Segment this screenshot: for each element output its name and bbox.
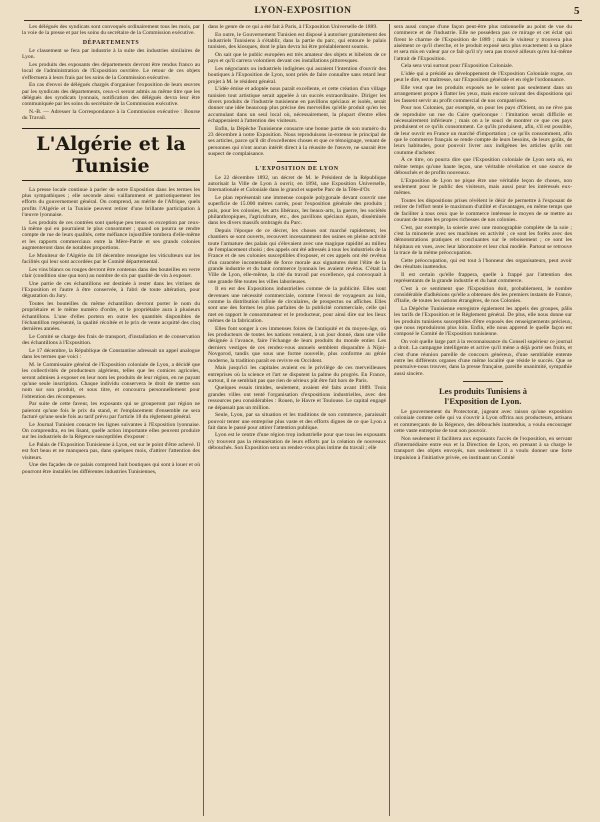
paragraph: En cas d'envoi de délégués chargés d'organiser l'exposition de leurs œuvres par les syndicats des départements, ceux-ci seront admis au même titre que les délégués des syndicats lyonnais, notification des délégués devra leur être communiquée par les soins du secrétaire de la Commission exécutive. <box>22 82 200 108</box>
paragraph: Le Moniteur de l'Algérie du 18 décembre renseigne les viticulteurs sur les facilités qui leur sont accordées par le Comité départemental. <box>22 252 200 266</box>
page-number: 5 <box>574 5 580 17</box>
paragraph: Quelques essais timides, seulement, avaient été faits avant 1889. Trois grandes villes ont tenté l'organisation d'expositions industrielles, avec des ressources peu considérables : Rouen, le Havre et Toulouse. Le capital engagé ne dépassait pas un million. <box>208 385 386 411</box>
article-algerie-tunisie <box>22 187 200 475</box>
section-heading-exposition: L'EXPOSITION DE LYON <box>255 166 339 173</box>
article-title: L'Algérie et la Tunisie <box>36 132 186 177</box>
paragraph: Le Palais de l'Exposition Tunisienne à Lyon, est sur le point d'être achevé. Il est fort beau et ne manquera pas, dans quelques mois, d'attirer l'attention des visiteurs. <box>22 442 200 461</box>
column-divider <box>203 24 204 816</box>
paragraph: dans le genre de ce qui a été fait à Paris, à l'Exposition Universelle de 1889. <box>208 24 378 30</box>
paragraph: Le plan représentait une immense coupole polygonale devant couvrir une superficie de 15.000 mètres carrés, pour l'exposition générale des produits ; puis, pour les colonies, les arts libéraux, les beaux-arts, la guerre, les sociétés philanthropiques, l'agriculture, etc., des pavillons spéciaux épars, disséminés dans les divers massifs ombragés du Parc. <box>208 195 386 227</box>
column-1 <box>22 24 200 816</box>
paragraph: Toutes les bouteilles du même échantillon devront porter le nom du propriétaire et le même numéro d'ordre, et le propriétaire aura à plusieurs échantillons. L'une d'elles portera en outre les quantités disponibles de l'échantillon représenté, la qualité récoltée et le prix de vente acquitté des cinq dernières années. <box>22 301 200 333</box>
paragraph: Il en est des Expositions industrielles comme de la publicité. Elles sont devenues une nécessité commerciale, comme l'envoi de voyageurs au loin, comme la distribution infinie de circulaires, de prospectus ou affiches. Elles sont une des formes les plus parfaites de la publicité commerciale, celle qui met en rapport le consommateur et le producteur, pour ainsi dire sur les lieux mêmes de la fabrication. <box>208 286 386 325</box>
paragraph: Les produits de ces contrées sont quelque peu tenus en exception par ceux-là même qui en pourraient le plus consommer ; quand on pourra se rendre compte de rue de leurs qualités, cette méfiance injustifiée tombera d'elle-même et les rapports commerciaux entre la Mère-Patrie et ses grands colonies augmenteront dans de notables proportions. <box>22 219 200 252</box>
column-divider <box>389 24 390 816</box>
paragraph: Toutes les dispositions prises révèlent le désir de permettre à l'exposant de retirer de l'effort tenté le maximum d'utilité et d'avantages, en même temps que de faciliter à tous ceux que le commerce intéresse le moyen de se mettre au courant de toutes les propres richesses de nos colonies. <box>394 198 572 224</box>
paragraph: Lyon est le centre d'une région trop industrielle pour que tous les exposants n'y trouvent pas la rémunération de leurs efforts par la création de nouveaux débouchés. Son Exposition sera un rendez-vous plus intime du travail ; elle <box>208 432 386 452</box>
paragraph: Le Journal Tunisien consacre les lignes suivantes à l'Exposition lyonnaise. On comprendra, en les lisant, quelle action importante elles peuvent produire sur les industriels de la Régence susceptibles d'exposer : <box>22 421 200 441</box>
paragraph: Le gouvernement du Protectorat, jugeant avec raison qu'une exposition coloniale comme celle qui va s'ouvrir à Lyon offrira aux producteurs, artisans et commerçants de la Régence, des débouchés inattendus, a voulu encourager cette vaste entreprise de tout son pouvoir. <box>394 409 572 435</box>
paragraph: Les vins blancs ou rouges devront être contenus dans des bouteilles en verre clair (condition sine qua non) au nombre de six par qualité de vin à exposer. <box>22 266 200 280</box>
paragraph: Il est certain qu'elle frappera, quelle à frappé par l'attention des représentants de la grande industrie et du haut commerce. <box>394 271 572 285</box>
running-header <box>26 6 580 20</box>
section-heading-departements: DÉPARTEMENTS <box>82 39 140 46</box>
paragraph: Le Comité se charge des frais de transport, d'installation et de conservation des échantillons à l'Exposition. <box>22 334 200 347</box>
paragraph: Une partie de ces échantillons est destinée à rester dans les vitrines de l'Exposition et l'autre à être conservée, à l'abri de toute altération, pour dégustation du Jury. <box>22 280 200 300</box>
article-continued <box>208 24 386 157</box>
paragraph: La presse locale continue à parler de notre Exposition dans les termes les plus sympathiques ; elle seconde ainsi vaillamment et patriotiquement les efforts du gouvernement général. On comprend, au mérite de l'Afrique, quels profits l'Algérie et la Tunisie peuvent retirer d'une brillante participation à l'œuvre lyonnaise. <box>22 186 200 219</box>
paragraph: Une des façades de ce palais comprend huit boutiques qui sont à louer et où pourront être installés les différentes industries Tunisiennes, <box>22 462 200 475</box>
paragraph: Cette préoccupation, qui est tout à l'honneur des organisateurs, peut avoir des résultats inattendus. <box>394 257 572 271</box>
subhead-line: Les produits Tunisiens à <box>439 386 527 397</box>
paragraph: Par suite de cette faveur, les exposants qui se grouperont par région ne paieront qu'une fois le prix du stand, et l'emplacement d'ensemble ne sera facturé qu'une seule fois au tarif prévu par l'article 18 du règlement général. <box>22 401 200 421</box>
paragraph: Seule, Lyon, par sa situation et les traditions de son commerce, paraissait pouvoir tenter une entreprise plus vaste et des efforts dignes de ce que Lyon a fait dans le passé pour attirer l'attention publique. <box>208 412 386 431</box>
paragraph: Le 22 décembre 1892, un décret de M. le Président de la République autorisait la Ville de Lyon à ouvrir, en 1894, une Exposition Universelle, Internationale et Coloniale dans le grand et superbe Parc de la Tête-d'Or. <box>208 174 386 194</box>
paragraph: Enfin, la Dépêche Tunisienne consacre une bonne partie de son numéro du 23 décembre à notre Exposition. Nous reproduisons in-extenso le principal de ses articles, parce qu'il dit d'excellentes choses et que ce témoignage, venant de personnes qui n'ont aucun intérêt direct à la réussite de l'œuvre, ne saurait être suspect de complaisance. <box>208 125 386 158</box>
paragraph: On sait que le public européen est très amateur des objets et bibelots de ce pays et qu'il carrera volontiers devant ces installations pittoresques. <box>208 51 386 65</box>
column-3 <box>394 24 572 816</box>
paragraph: sera aussi conçue d'une façon peut-être plus rationnelle au point de vue du commerce et de l'industrie. Elle ne possédera pas ce mirage et cet éclat qui firent le charme de l'Exposition de 1889 ; mais le visiteur y trouvera plus aisément ce qu'il cherche, et le produit exposé sera plus exactement à sa place et sera mis en valeur par ce fait qu'il n'y sera pas trouvé ailleurs qu'en lui-même l'attrait de l'Exposition. <box>394 24 572 62</box>
header-rule <box>24 20 582 21</box>
paragraph: En outre, le Gouvernement Tunisien est disposé à autoriser gratuitement des industriels Tunisiens à s'établir, dans la partie du parc, qui entoure le palais tunisien, des kiosques, dont le plan devra lui être préalablement soumis. <box>208 31 386 51</box>
subhead-line: l'Exposition de Lyon. <box>444 396 522 407</box>
paragraph: Le 17 décembre, la République de Constantine adressait un appel analogue dans les termes que voici : <box>22 348 200 361</box>
paragraph: L'Exposition de Lyon ne pique être une véritable leçon de choses, non seulement pour le public des visiteurs, mais aussi pour les intéressés eux-mêmes. <box>394 177 572 197</box>
paragraph: L'idée qui a présidé au développement de l'Exposition Coloniale rogne, on peut le dire, est maîtresse, sur l'Exposition générale et en règle l'ordonnance. <box>394 71 572 84</box>
article-exposition-de-lyon <box>208 175 386 452</box>
paragraph: Pour nos Colonies, par exemple, on pour les pays d'Orient, on ne rêve pas de reproduire un rue du Caire quelconque : l'imitation serait difficile et nécessairement inférieure ; mais on a le souci de montrer ce que ces pays produisent et ce qu'ils consomment. Ce qu'ils produisent, afin, s'il est possible, de leur ouvrir en France un marché d'importation ; ce qu'ils consomment, afin que le commerce français se rende compte de leurs besoins, de leurs goûts, de leurs habitudes, pour pouvoir livrer aux indigènes les articles qu'ils ont coutume d'acheter. <box>394 105 572 156</box>
paragraph: C'est, par exemple, la soierie avec une monographie complète de la soie ; c'est la minoterie avec ses machines en activité ; ce sont les forêts avec des démonstrations pratiques et concluantes sur le reboisement ; ce sont les hôpitaux en vues, avec leur laboratoire et leur chai modèle. Partout se retrouve la trace de la même préoccupation. <box>394 224 572 257</box>
paragraph: M. le Commissaire général de l'Exposition coloniale de Lyon, a décidé que les collectivités de producteurs algériens, telles que les comices agricoles, seront admises à exposer en leur nom les produits de leur région, en ne payant qu'une seule inscription. Chaque individu conservera le droit de mettre son nom sur son produit, et sous titre, et concourra personnellement pour l'obtention des récompenses. <box>22 362 200 400</box>
paragraph: Elles font songer à ces immenses foires de l'antiquité et du moyen-âge, où les producteurs de toutes les nations venaient, à un jour donné, dans une ville désignée à l'avance, faire l'échange de leurs produits du monde entier. Les derniers vestiges de ces rendez-vous annuels semblent disparaître à Nijni-Novgorod, tandis que sous une forme nouvelle, plus conforme au génie moderne, la tradition paraît en revivre en Occident. <box>208 325 386 364</box>
paragraph: À ce titre, on pourra dire que l'Exposition coloniale de Lyon sera où, en même temps qu'une haute leçon, une véritable révélation et une source de débouchés et de profits nouveaux. <box>394 157 572 177</box>
divider <box>277 161 317 162</box>
page-title: LYON-EXPOSITION <box>254 6 352 16</box>
article-delegates <box>22 24 200 37</box>
paragraph: On voit quelle large part à la reconnaissance du Conseil supérieur ce journal a droit. La campagne intelligente et active qu'il mène a déjà porté ses fruits, et c'est d'une réunion pareille de concours généreux, d'une semblable entente entre les différents organes d'une même localité que réside le succès. Que se poursuive-nous trouver, dans la presse française, pareille unanimité, sympathie aussi sincère. <box>394 339 572 377</box>
paragraph: La Dépêche Tunisienne enregistre également les appels des groupes, pâlis les tarifs de l'Exposition et le Règlement général. De plus, elle nous donne sur les produits tunisiens susceptibles d'être exposés des renseignements précieux, que nous reproduirons plus loin. Enfin, elle nous apprend le quelle façon est composé le Comité de l'Exposition tunisienne. <box>394 306 572 338</box>
article-departements <box>22 48 200 122</box>
article-produits-tunisiens <box>394 409 572 461</box>
paragraph: Cela sera vrai surtout pour l'Exposition Coloniale. <box>401 63 514 70</box>
paragraph: Elle veut que les produits exposés ne le soient pas seulement dans un arrangement propre à flatter les yeux, mais encore suivant des dispositions qui les fassent servir au profit commercial de nos compatriotes. <box>394 84 572 104</box>
paragraph: Les produits des exposants des départements devront être rendus franco au local de l'administration de l'Exposition ouvrière. Le retour de ces objets s'effectuera à leurs frais par les soins de la Commission exécutive. <box>22 62 200 81</box>
paragraph: Mais jusqu'ici les capitales avaient eu le privilège de ces merveilleuses entreprises où la science et l'art se disputent la palme du progrès. En France, surtout, il ne semblait pas que rien de sérieux pût être fait hors de Paris. <box>208 365 386 384</box>
article-title-box <box>22 128 200 181</box>
article-continued <box>394 24 572 377</box>
paragraph: Non seulement il facilitera aux exposants l'accès de l'exposition, en servant d'intermédiaire entre eux et la Direction de Lyon, en prenant à sa charge le transport des objets envoyés, non seulement il a voulu donner une forte impulsion à l'initiative privée, en instituant un Comité <box>394 435 572 461</box>
paragraph: Depuis l'époque de ce décret, les choses ont marché rapidement, les chantiers se sont ouverts, recouvert incessamment des usines en pleine activité toute l'armature des palais qui s'élevaient avec une magique rapidité au milieu de l'emplacement choisi ; des appels ont été adressés à tous les industriels de la France et de ses colonies susceptibles d'exposer, et ces appels ont été revêtus d'un caractère incontestable de force morale aux signatures dont l'élite de la grande industrie et du haut commerce lyonnais les avaient revêtus. C'était la Ville de Lyon, elle-même, la cité du travail par excellence, qui convoquait à une grande fête toutes les villes laborieuses. <box>208 228 386 285</box>
divider <box>463 381 503 382</box>
paragraph: C'est à ce sentiment que l'Exposition doit, probablement, le nombre considérable d'adhésions qu'elle a obtenues dès les premiers instants de France, d'Italie, de toutes les nations étrangères, de nos Colonies. <box>394 285 572 305</box>
column-2 <box>208 24 386 816</box>
section-heading-produits-tunisiens <box>394 386 572 406</box>
paragraph: N.-B. — Adresser la Correspondance à la Commission exécutive : Bourse du Travail. <box>22 109 200 122</box>
paragraph: Les délégués des syndicats sont convoqués ordinairement tous les mois, par la voie de la presse et par les soins du secrétaire de la Commission exécutive. <box>22 24 200 37</box>
paragraph: L'idée émise et adoptée nous paraît excellente, et cette création d'un village tunisien tout artistique serait appelée à un succès extraordinaire. Diriger les divers produits de l'industrie tunisienne en pavillons spéciaux et isolés, serait donner une idée beaucoup plus précise des merveilles qu'elle produit qu'en les accumulant dans un seul local où, nécessairement, la plupart d'entre elles échapperaient à l'attention des visiteurs. <box>208 86 386 124</box>
paragraph: Le classement se fera par industrie à la suite des industries similaires de Lyon. <box>22 48 200 61</box>
paragraph: Les négociants ou industriels indigènes qui auraient l'intention d'ouvrir des boutiques à l'Exposition de Lyon, sont priés de faire connaître sans retard leur projet à M. le résident général. <box>208 65 386 85</box>
